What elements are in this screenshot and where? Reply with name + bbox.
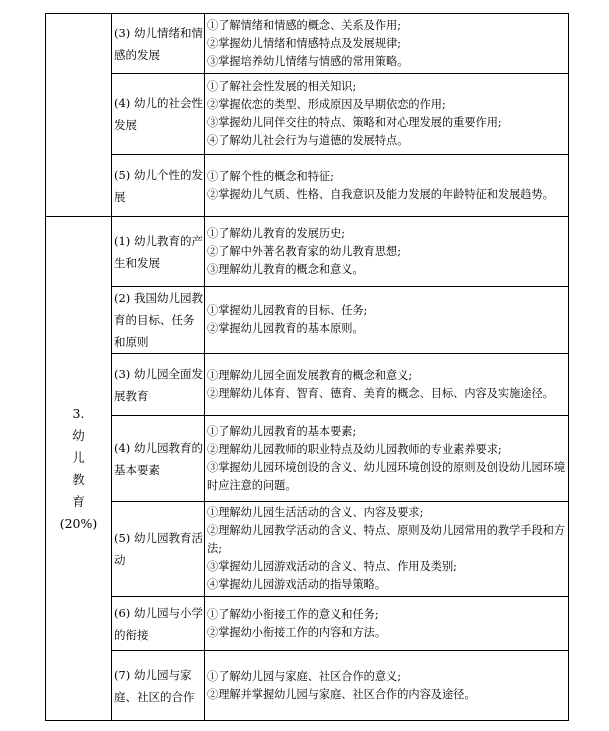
requirement-item: ①了解幼儿园与家庭、社区合作的意义; <box>207 669 401 683</box>
requirement-item: ①了解情绪和情感的概念、关系及作用; <box>207 18 401 32</box>
requirement-item: ②理解幼儿体育、智育、德育、美育的概念、目标、内容及实施途径。 <box>207 386 554 400</box>
requirement-item: ②掌握依恋的类型、形成原因及早期依恋的作用; <box>207 98 446 111</box>
section-char: 教 <box>72 471 85 487</box>
table-row <box>46 287 569 354</box>
subtopic-title: (3) 幼儿园全面发展教育 <box>112 354 205 416</box>
syllabus-table <box>45 13 569 721</box>
requirement-item: ①理解幼儿园全面发展教育的概念和意义; <box>207 368 413 382</box>
subtopic-title: (6) 幼儿园与小学的衔接 <box>112 597 205 651</box>
requirements <box>205 597 569 651</box>
subtopic-title: (5) 幼儿个性的发展 <box>112 155 205 217</box>
table-row <box>46 155 569 217</box>
requirement-item: ①了解幼儿教育的发展历史; <box>207 226 346 240</box>
table-row <box>46 14 569 74</box>
section-char: 幼 <box>72 427 85 443</box>
requirement-item: ①了解社会性发展的相关知识; <box>207 80 357 93</box>
subtopic-title: (7) 幼儿园与家庭、社区的合作 <box>112 651 205 721</box>
table-row <box>46 502 569 597</box>
requirement-item: ④掌握幼儿园游戏活动的指导策略。 <box>207 578 387 591</box>
requirement-item: ②了解中外著名教育家的幼儿教育思想; <box>207 244 401 258</box>
table-row <box>46 597 569 651</box>
requirements <box>205 217 569 287</box>
requirement-item: ③掌握培养幼儿情绪与情感的常用策略。 <box>207 54 409 68</box>
section-weight: (20%) <box>59 515 98 531</box>
requirement-item: ③理解幼儿教育的概念和意义。 <box>207 262 364 276</box>
requirements <box>205 502 569 597</box>
requirement-item: ①了解个性的概念和特征; <box>207 169 334 183</box>
requirement-item: ②掌握幼儿园教育的基本原则。 <box>207 322 364 335</box>
requirements <box>205 651 569 721</box>
subtopic-title: (2) 我国幼儿园教育的目标、任务和原则 <box>112 287 205 354</box>
requirement-item: ②理解幼儿园教师的职业特点及幼儿园教师的专业素养要求; <box>207 442 502 456</box>
section-char: 儿 <box>72 449 85 465</box>
requirement-item: ①了解幼小衔接工作的意义和任务; <box>207 607 379 621</box>
subtopic-title: (4) 幼儿的社会性发展 <box>112 74 205 155</box>
requirement-item: ②理解幼儿园教学活动的含义、特点、原则及幼儿园常用的教学手段和方法; <box>207 524 566 555</box>
subtopic-title: (1) 幼儿教育的产生和发展 <box>112 217 205 287</box>
table-row <box>46 354 569 416</box>
subtopic-title: (5) 幼儿园教育活动 <box>112 502 205 597</box>
requirement-item: ④了解幼儿社会行为与道德的发展特点。 <box>207 134 409 147</box>
requirement-item: ③掌握幼儿园环境创设的含义、幼儿园环境创设的原则及创设幼儿园环境时应注意的问题。 <box>207 460 566 492</box>
table-row <box>46 416 569 502</box>
section-cell-prev <box>46 14 112 217</box>
table-row <box>46 651 569 721</box>
section-number: 3. <box>72 405 85 421</box>
requirements <box>205 287 569 354</box>
requirement-item: ②掌握幼小衔接工作的内容和方法。 <box>207 625 387 639</box>
requirement-item: ①理解幼儿园生活活动的含义、内容及要求; <box>207 506 424 519</box>
table-row <box>46 74 569 155</box>
requirement-item: ②理解并掌握幼儿园与家庭、社区合作的内容及途径。 <box>207 687 476 701</box>
subtopic-title: (4) 幼儿园教育的基本要素 <box>112 416 205 502</box>
requirements <box>205 416 569 502</box>
requirement-item: ①了解幼儿园教育的基本要素; <box>207 424 357 438</box>
section-cell <box>46 217 112 721</box>
requirements <box>205 74 569 155</box>
requirements <box>205 354 569 416</box>
requirement-item: ③掌握幼儿园游戏活动的含义、特点、作用及类别; <box>207 560 457 573</box>
requirement-item: ②掌握幼儿气质、性格、自我意识及能力发展的年龄特征和发展趋势。 <box>207 187 554 201</box>
requirement-item: ③掌握幼儿同伴交往的特点、策略和对心理发展的重要作用; <box>207 116 502 129</box>
requirements <box>205 155 569 217</box>
subtopic-title: (3) 幼儿情绪和情感的发展 <box>112 14 205 74</box>
table-row <box>46 217 569 287</box>
requirements <box>205 14 569 74</box>
requirement-item: ②掌握幼儿情绪和情感特点及发展规律; <box>207 36 401 50</box>
requirement-item: ①掌握幼儿园教育的目标、任务; <box>207 304 368 317</box>
section-char: 育 <box>72 493 85 509</box>
